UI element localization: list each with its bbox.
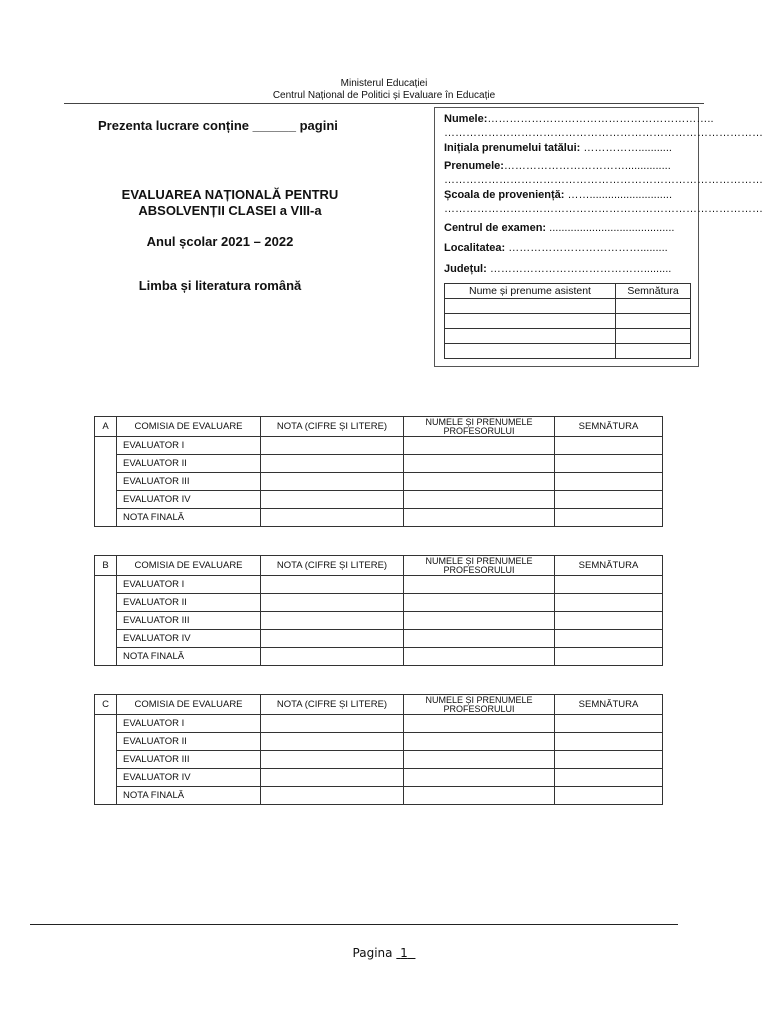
col-commission: COMISIA DE EVALUARE <box>117 417 261 437</box>
sign-cell[interactable] <box>555 455 663 473</box>
teacher-cell[interactable] <box>404 715 555 733</box>
prenumele-dots: ……………………………............... <box>503 160 671 172</box>
col-commission: COMISIA DE EVALUARE <box>117 556 261 576</box>
assistant-sign-cell[interactable] <box>616 344 691 359</box>
row-label: EVALUATOR III <box>117 612 261 630</box>
assistant-row <box>445 314 691 329</box>
row-label: EVALUATOR IV <box>117 630 261 648</box>
col-signature: SEMNĂTURA <box>555 417 663 437</box>
eval-row <box>95 769 663 787</box>
eval-row <box>95 576 663 594</box>
school-year: Anul școlar 2021 – 2022 <box>146 234 294 249</box>
sign-cell[interactable] <box>555 576 663 594</box>
eval-row <box>95 437 663 455</box>
eval-header-row <box>95 695 663 715</box>
row-label: EVALUATOR II <box>117 733 261 751</box>
grade-cell[interactable] <box>261 648 404 666</box>
grade-cell[interactable] <box>261 769 404 787</box>
teacher-cell[interactable] <box>404 630 555 648</box>
grade-cell[interactable] <box>261 509 404 527</box>
teacher-cell[interactable] <box>404 509 555 527</box>
eval-header-row <box>95 417 663 437</box>
eval-row <box>95 648 663 666</box>
field-localitatea[interactable] <box>444 242 694 254</box>
footer-divider <box>30 924 678 925</box>
grade-cell[interactable] <box>261 437 404 455</box>
grade-cell[interactable] <box>261 630 404 648</box>
row-label: EVALUATOR II <box>117 594 261 612</box>
eval-row <box>95 455 663 473</box>
prenumele-label: Prenumele: <box>444 160 504 172</box>
row-label: EVALUATOR I <box>117 715 261 733</box>
sign-cell[interactable] <box>555 509 663 527</box>
exam-subject: Limba și literatura română <box>138 278 302 293</box>
eval-row <box>95 787 663 805</box>
teacher-cell[interactable] <box>404 455 555 473</box>
numele-label: Numele: <box>444 113 488 125</box>
ministry-title: Ministerul Educației <box>340 78 428 89</box>
localitatea-dots: ………………………………......... <box>505 242 668 254</box>
grade-cell[interactable] <box>261 576 404 594</box>
row-label: EVALUATOR IV <box>117 491 261 509</box>
eval-letter: A <box>95 417 117 437</box>
assistant-header-row <box>445 284 691 299</box>
exam-title-line2: ABSOLVENȚII CLASEI a VIII-a <box>138 203 322 218</box>
initiala-dots: ……………........... <box>580 142 672 154</box>
page-number-value <box>396 946 415 960</box>
col-signature: SEMNĂTURA <box>555 556 663 576</box>
candidate-id-box <box>434 107 763 367</box>
letter-spacer <box>95 437 117 527</box>
col-commission: COMISIA DE EVALUARE <box>117 695 261 715</box>
scoala-label: Școala de proveniență: <box>444 189 565 201</box>
sign-cell[interactable] <box>555 491 663 509</box>
assistant-table <box>444 283 691 359</box>
teacher-cell[interactable] <box>404 437 555 455</box>
field-prenumele[interactable] <box>444 160 694 172</box>
teacher-cell[interactable] <box>404 576 555 594</box>
eval-row <box>95 630 663 648</box>
field-centrul[interactable] <box>444 222 694 234</box>
scoala-dots: ……........................... <box>564 189 673 201</box>
field-initiala[interactable] <box>444 142 694 154</box>
sign-cell[interactable] <box>555 715 663 733</box>
grade-cell[interactable] <box>261 733 404 751</box>
eval-row <box>95 491 663 509</box>
teacher-cell[interactable] <box>404 733 555 751</box>
localitatea-label: Localitatea: <box>444 242 506 254</box>
eval-row <box>95 473 663 491</box>
grade-cell[interactable] <box>261 612 404 630</box>
assistant-name-cell[interactable] <box>445 329 616 344</box>
assistant-name-cell[interactable] <box>445 299 616 314</box>
sign-cell[interactable] <box>555 733 663 751</box>
row-label: NOTA FINALĂ <box>117 509 261 527</box>
teacher-cell[interactable] <box>404 612 555 630</box>
grade-cell[interactable] <box>261 455 404 473</box>
prenumele-dots-line2[interactable]: …………………………………………………………………………… <box>444 174 763 186</box>
sign-cell[interactable] <box>555 769 663 787</box>
sign-cell[interactable] <box>555 630 663 648</box>
field-numele[interactable] <box>444 113 714 125</box>
pages-count-line: Prezenta lucrare conține ______ pagini <box>98 118 338 133</box>
row-label: EVALUATOR IV <box>117 769 261 787</box>
assistant-name-cell[interactable] <box>445 344 616 359</box>
assistant-name-header: Nume și prenume asistent <box>445 284 616 299</box>
eval-letter: B <box>95 556 117 576</box>
eval-header-row <box>95 556 663 576</box>
col-teacher-name: NUMELE ȘI PRENUMELE PROFESORULUI <box>404 695 555 715</box>
assistant-sign-header: Semnătura <box>616 284 691 299</box>
numele-dots: …………………………………………………….. <box>487 113 714 125</box>
grade-cell[interactable] <box>261 715 404 733</box>
assistant-name-cell[interactable] <box>445 314 616 329</box>
exam-title-line1: EVALUAREA NAȚIONALĂ PENTRU <box>121 187 339 202</box>
teacher-cell[interactable] <box>404 491 555 509</box>
col-teacher-name: NUMELE ȘI PRENUMELE PROFESORULUI <box>404 556 555 576</box>
page-label: Pagina <box>352 946 393 960</box>
eval-table-a <box>94 416 663 527</box>
col-teacher-name: NUMELE ȘI PRENUMELE PROFESORULUI <box>404 417 555 437</box>
teacher-cell[interactable] <box>404 473 555 491</box>
row-label: NOTA FINALĂ <box>117 648 261 666</box>
col-signature: SEMNĂTURA <box>555 695 663 715</box>
row-label: NOTA FINALĂ <box>117 787 261 805</box>
centrul-label: Centrul de examen: <box>444 222 547 234</box>
numele-dots-line2[interactable]: …………………………………………………………………………… <box>444 127 763 139</box>
center-title: Centrul Național de Politici și Evaluare în Educație <box>272 90 496 101</box>
assistant-sign-cell[interactable] <box>616 314 691 329</box>
row-label: EVALUATOR III <box>117 751 261 769</box>
eval-row <box>95 594 663 612</box>
assistant-sign-cell[interactable] <box>616 329 691 344</box>
assistant-row <box>445 329 691 344</box>
sign-cell[interactable] <box>555 612 663 630</box>
teacher-cell[interactable] <box>404 787 555 805</box>
field-scoala[interactable] <box>444 189 694 201</box>
grade-cell[interactable] <box>261 594 404 612</box>
eval-row <box>95 751 663 769</box>
sign-cell[interactable] <box>555 594 663 612</box>
teacher-cell[interactable] <box>404 594 555 612</box>
assistant-row <box>445 344 691 359</box>
initiala-label: Inițiala prenumelui tatălui: <box>444 142 581 154</box>
teacher-cell[interactable] <box>404 769 555 787</box>
col-grade: NOTA (CIFRE ȘI LITERE) <box>261 695 404 715</box>
teacher-cell[interactable] <box>404 751 555 769</box>
assistant-row <box>445 299 691 314</box>
eval-row <box>95 715 663 733</box>
eval-row <box>95 733 663 751</box>
page-number-digit: 1 <box>400 946 408 960</box>
sign-cell[interactable] <box>555 787 663 805</box>
row-label: EVALUATOR I <box>117 576 261 594</box>
page-number <box>0 946 768 960</box>
row-label: EVALUATOR II <box>117 455 261 473</box>
eval-letter: C <box>95 695 117 715</box>
sign-cell[interactable] <box>555 648 663 666</box>
grade-cell[interactable] <box>261 473 404 491</box>
field-judetul[interactable] <box>444 263 694 275</box>
header-divider <box>64 103 704 104</box>
scoala-dots-line2[interactable]: …………………………………………………………………………… <box>444 203 763 215</box>
sign-cell[interactable] <box>555 437 663 455</box>
eval-row <box>95 612 663 630</box>
row-label: EVALUATOR III <box>117 473 261 491</box>
grade-cell[interactable] <box>261 491 404 509</box>
eval-table-b <box>94 555 663 666</box>
col-grade: NOTA (CIFRE ȘI LITERE) <box>261 556 404 576</box>
teacher-cell[interactable] <box>404 648 555 666</box>
letter-spacer <box>95 715 117 805</box>
sign-cell[interactable] <box>555 751 663 769</box>
letter-spacer <box>95 576 117 666</box>
eval-table-c <box>94 694 663 805</box>
grade-cell[interactable] <box>261 787 404 805</box>
eval-row <box>95 509 663 527</box>
centrul-dots: ......................................... <box>546 222 675 234</box>
grade-cell[interactable] <box>261 751 404 769</box>
judetul-dots: ……………………………………......... <box>486 263 672 275</box>
row-label: EVALUATOR I <box>117 437 261 455</box>
assistant-sign-cell[interactable] <box>616 299 691 314</box>
col-grade: NOTA (CIFRE ȘI LITERE) <box>261 417 404 437</box>
judetul-label: Județul: <box>444 263 487 275</box>
sign-cell[interactable] <box>555 473 663 491</box>
